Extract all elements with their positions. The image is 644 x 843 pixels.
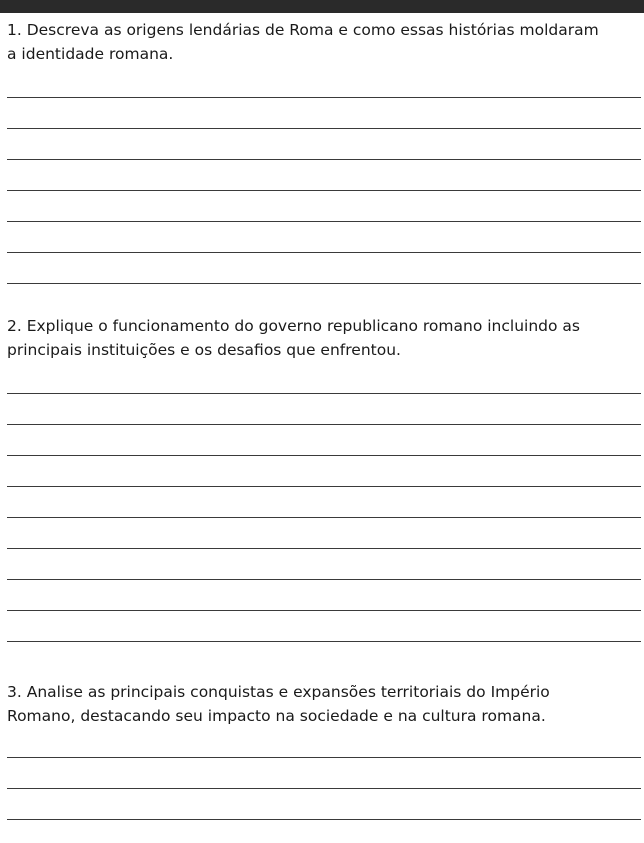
answer-line[interactable]	[7, 393, 641, 394]
answer-line[interactable]	[7, 221, 641, 222]
question-3-line-2: Romano, destacando seu impacto na sociedade e na cultura romana.	[7, 707, 546, 725]
answer-line[interactable]	[7, 517, 641, 518]
answer-line[interactable]	[7, 548, 641, 549]
answer-line[interactable]	[7, 641, 641, 642]
question-1-line-1: 1. Descreva as origens lendárias de Roma e como essas histórias moldaram	[7, 21, 599, 39]
question-3-word: conquistas	[190, 683, 274, 701]
question-1	[7, 18, 644, 66]
question-3	[7, 680, 644, 728]
question-2-line-1: 2. Explique o funcionamento do governo republicano romano incluindo as	[7, 317, 580, 335]
question-3-word: as	[87, 683, 106, 701]
answer-line[interactable]	[7, 283, 641, 284]
question-3-line-1	[7, 680, 639, 704]
question-3-word: 3.	[7, 683, 22, 701]
question-2	[7, 314, 644, 362]
question-3-word: e	[278, 683, 289, 701]
answer-line[interactable]	[7, 757, 641, 758]
top-bar	[0, 0, 644, 13]
question-3-word: territoriais	[380, 683, 462, 701]
question-2-line-2: principais instituições e os desafios que enfrentou.	[7, 341, 401, 359]
question-3-word: Analise	[26, 683, 83, 701]
question-1-line-2: a identidade romana.	[7, 45, 174, 63]
answer-line[interactable]	[7, 788, 641, 789]
answer-line[interactable]	[7, 610, 641, 611]
answer-line[interactable]	[7, 819, 641, 820]
answer-line[interactable]	[7, 97, 641, 98]
answer-line[interactable]	[7, 190, 641, 191]
answer-line[interactable]	[7, 159, 641, 160]
answer-line[interactable]	[7, 128, 641, 129]
question-3-word: do	[466, 683, 486, 701]
answer-line[interactable]	[7, 455, 641, 456]
answer-line[interactable]	[7, 424, 641, 425]
answer-line[interactable]	[7, 579, 641, 580]
answer-line[interactable]	[7, 252, 641, 253]
question-3-word: expansões	[293, 683, 376, 701]
question-3-word: Império	[490, 683, 550, 701]
answer-line[interactable]	[7, 486, 641, 487]
question-3-word: principais	[110, 683, 186, 701]
